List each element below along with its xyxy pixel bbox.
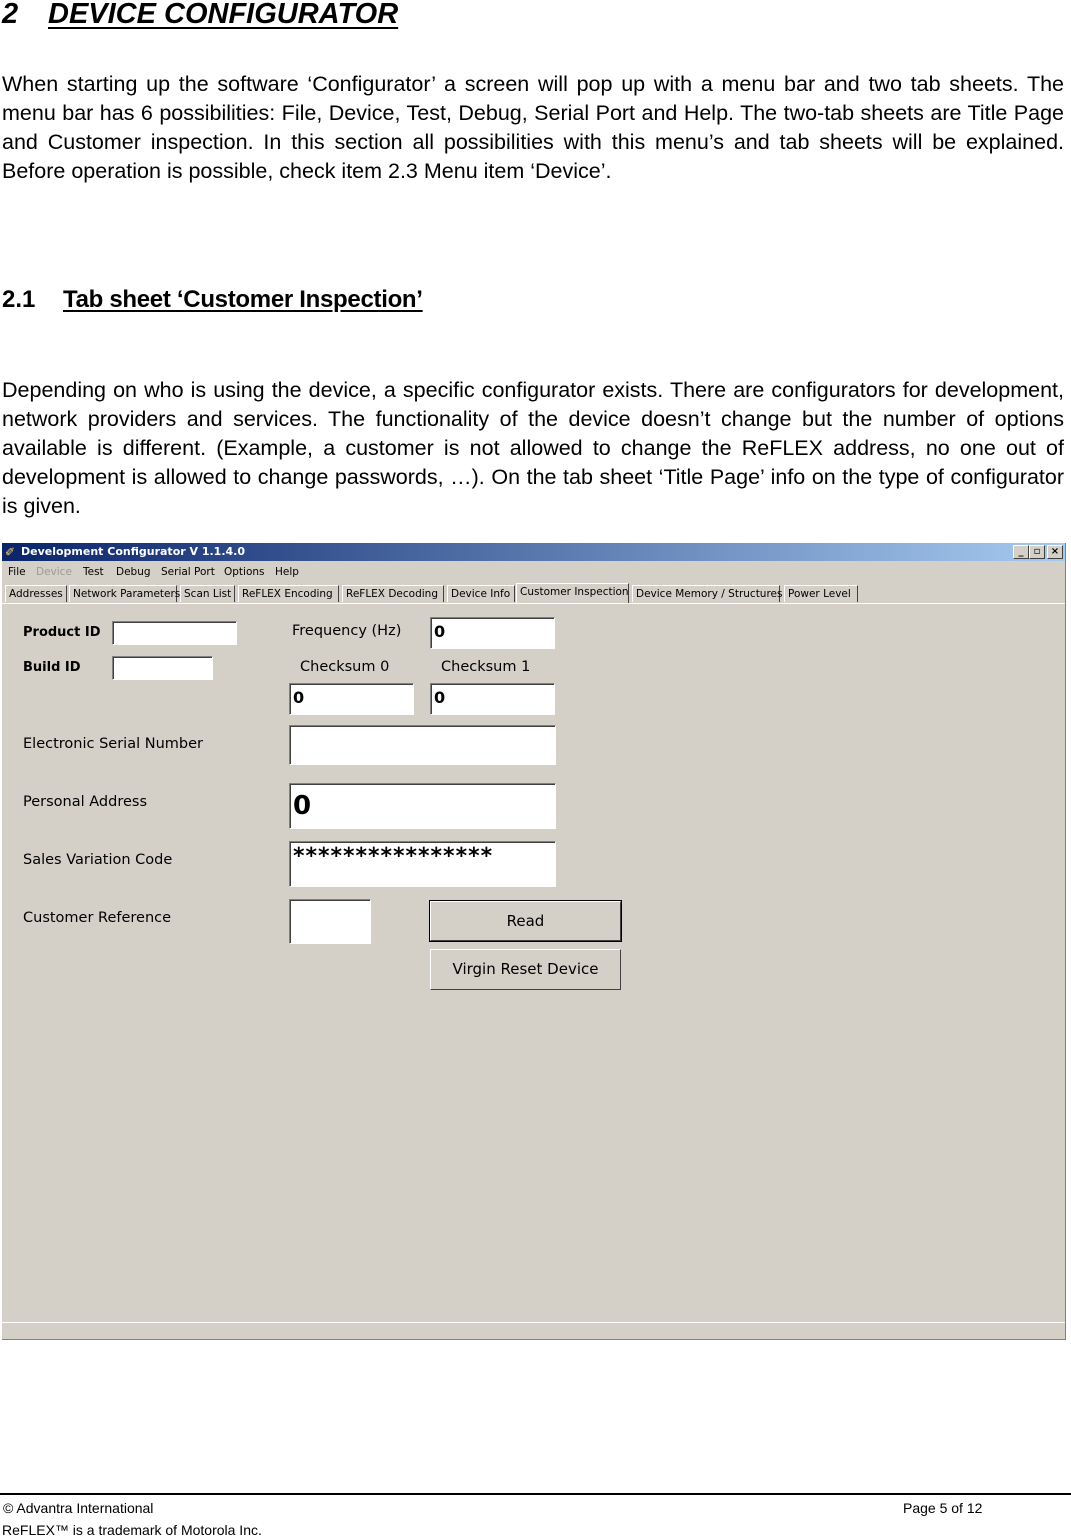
footer-trademark: ReFLEX™ is a trademark of Motorola Inc. [2, 1522, 262, 1538]
minimize-button[interactable]: _ [1013, 545, 1029, 559]
menu-bar [2, 562, 1065, 582]
menu-debug[interactable]: Debug [116, 566, 151, 578]
tab-power-level[interactable]: Power Level [784, 585, 858, 602]
tab-reflex-encoding[interactable]: ReFLEX Encoding [238, 585, 339, 602]
tab-divider [2, 603, 1065, 604]
menu-serial-port[interactable]: Serial Port [161, 566, 215, 578]
menu-help[interactable]: Help [275, 566, 299, 578]
frequency-input[interactable]: 0 [430, 617, 555, 649]
esn-input[interactable] [289, 725, 556, 765]
app-icon: ✐ [5, 545, 16, 559]
tab-customer-inspection[interactable]: Customer Inspection [516, 583, 629, 603]
footer-copyright: © Advantra International [3, 1500, 154, 1516]
svc-input[interactable]: **************** [289, 841, 556, 887]
build-id-label: Build ID [23, 660, 81, 675]
body-paragraph: Depending on who is using the device, a specific configurator exists. There are configurators for development, network providers and services. The functionality of the device doesn’t change but the number of options available is different. (Example, a customer is not allowed to change the ReFLEX address, no one out of development is allowed to change passwords, …). On the tab sheet ‘Title Page’ info on the type of configurator is given. [2, 378, 1064, 518]
read-button[interactable]: Read [430, 901, 621, 941]
tab-network-parameters[interactable]: Network Parameters [69, 585, 177, 602]
section-title: DEVICE CONFIGURATOR [48, 0, 399, 30]
intro-paragraph: When starting up the software ‘Configurator’ a screen will pop up with a menu bar and two tab sheets. The menu bar has 6 possibilities: File, Device, Test, Debug, Serial Port and Help. The two-tab sheets are Title Page and Customer inspection. In this section all possibilities with this menu’s and tab sheets will be explained. Before operation is possible, check item 2.3 Menu item ‘Device’. [2, 72, 1064, 183]
subsection-number: 2.1 [2, 286, 36, 313]
section-number: 2 [2, 0, 19, 30]
product-id-label: Product ID [23, 625, 101, 640]
tab-device-memory-structures[interactable]: Device Memory / Structures [632, 585, 780, 602]
section-heading [2, 0, 398, 31]
checksum1-label: Checksum 1 [441, 659, 531, 675]
subsection-heading [2, 286, 423, 314]
configurator-window [2, 543, 1066, 1340]
footer-rule [0, 1493, 1071, 1495]
tab-reflex-decoding[interactable]: ReFLEX Decoding [342, 585, 444, 602]
tab-strip [2, 584, 1065, 604]
virgin-reset-device-button[interactable]: Virgin Reset Device [430, 949, 621, 990]
close-button[interactable]: × [1047, 545, 1063, 559]
window-title: Development Configurator V 1.1.4.0 [21, 545, 245, 558]
frequency-label: Frequency (Hz) [292, 623, 402, 639]
svc-label: Sales Variation Code [23, 852, 173, 868]
tab-addresses[interactable]: Addresses [5, 585, 67, 602]
personal-address-input[interactable]: 0 [289, 783, 556, 829]
checksum0-input[interactable]: 0 [289, 683, 414, 715]
horizontal-scrollbar[interactable] [2, 1322, 1065, 1339]
menu-file[interactable]: File [8, 566, 26, 578]
esn-label: Electronic Serial Number [23, 736, 203, 752]
checksum0-label: Checksum 0 [300, 659, 390, 675]
customer-reference-label: Customer Reference [23, 910, 172, 926]
menu-device[interactable]: Device [36, 566, 72, 578]
subsection-title: Tab sheet ‘Customer Inspection’ [63, 286, 423, 313]
personal-address-label: Personal Address [23, 794, 147, 810]
footer-page-number: Page 5 of 12 [903, 1500, 983, 1516]
checksum1-input[interactable]: 0 [430, 683, 555, 715]
tab-scan-list[interactable]: Scan List [180, 585, 235, 602]
product-id-input[interactable] [112, 621, 237, 645]
menu-options[interactable]: Options [224, 566, 265, 578]
restore-button[interactable]: ▫ [1029, 545, 1045, 559]
customer-reference-input[interactable] [289, 899, 371, 944]
title-bar [2, 543, 1065, 561]
menu-test[interactable]: Test [83, 566, 104, 578]
build-id-input[interactable] [112, 656, 213, 680]
tab-device-info[interactable]: Device Info [447, 585, 515, 602]
